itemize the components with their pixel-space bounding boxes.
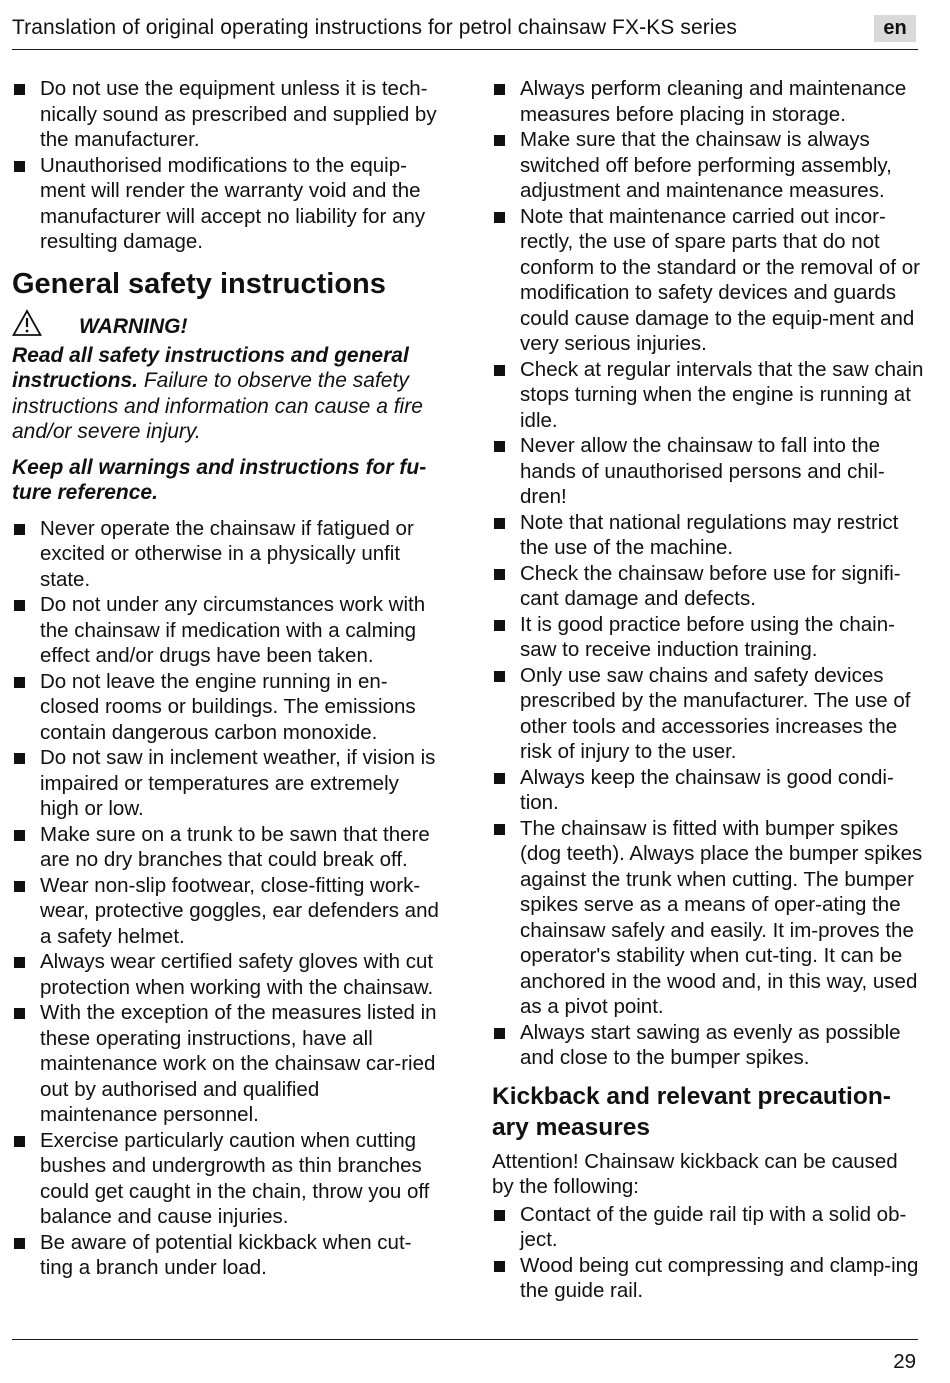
- list-item: [492, 433, 924, 510]
- list-item-text: Note that national regulations may restrict the use of the machine.: [520, 510, 899, 559]
- list-item-text: The chainsaw is fitted with bumper spikes (dog teeth). Always place the bumper spikes against the trunk when cutting. The bumper spikes serve as a means of oper-ating the chainsaw safely and easily. It im-proves the operator's stability when cut-ting. It can be anchored in the wood and, in this way, used as a pivot point.: [520, 816, 923, 1018]
- list-item-text: Wood being cut compressing and clamp-ing the guide rail.: [520, 1253, 919, 1302]
- warning-label: WARNING!: [79, 314, 188, 338]
- bullet-square-icon: [494, 518, 505, 529]
- bullet-square-icon: [14, 830, 25, 841]
- list-item-text: Always wear certified safety gloves with cut protection when working with the chainsaw.: [40, 950, 434, 999]
- list-item: [12, 76, 442, 153]
- bullet-square-icon: [494, 212, 505, 223]
- kickback-bullet-list: [492, 1202, 924, 1304]
- list-item-text: Only use saw chains and safety devices prescribed by the manufacturer. The use of other tools and accessories increases the risk of injury to the user.: [520, 663, 911, 763]
- warning-keep-bold: Keep all warnings and instructions for fu-ture reference.: [12, 455, 427, 504]
- page-header: [12, 14, 918, 50]
- bullet-square-icon: [494, 824, 505, 835]
- list-item-text: Do not under any circumstances work with the chainsaw if medication with a calming effect and/or drugs have been taken.: [40, 593, 426, 667]
- bullet-square-icon: [14, 957, 25, 968]
- intro-bullet-list: [12, 76, 442, 255]
- list-item: [12, 822, 442, 873]
- list-item: [492, 561, 924, 612]
- bullet-square-icon: [14, 600, 25, 611]
- list-item-text: Never operate the chainsaw if fatigued or excited or otherwise in a physically unfit state.: [40, 516, 414, 591]
- list-item: [492, 663, 924, 765]
- list-item-text: Wear non-slip footwear, close-fitting work-wear, protective goggles, ear defenders and a safety helmet.: [40, 873, 439, 948]
- list-item: [492, 127, 924, 204]
- list-item: [12, 1230, 442, 1281]
- language-badge: en: [874, 15, 916, 42]
- section-heading-general-safety: General safety instructions: [12, 267, 386, 300]
- list-item: [492, 1020, 924, 1071]
- list-item-text: Always keep the chainsaw is good condi-tion.: [520, 765, 894, 814]
- warning-read-rest: Failure to observe the safety instructions and information can cause a fire and/or severe injury.: [12, 369, 423, 443]
- list-item-text: Do not saw in inclement weather, if vision is impaired or temperatures are extremely high or low.: [40, 746, 436, 820]
- header-title: Translation of original operating instructions for petrol chainsaw FX-KS series: [12, 16, 737, 39]
- bullet-square-icon: [14, 753, 25, 764]
- list-item-text: With the exception of the measures listed in these operating instructions, have all maintenance work on the chainsaw car-ried out by authorised and qualified maintenance personnel.: [40, 1001, 437, 1126]
- bullet-square-icon: [494, 620, 505, 631]
- page-number: 29: [893, 1350, 916, 1373]
- list-item-text: Note that maintenance carried out incor-rectly, the use of spare parts that do not conform to the standard or the removal of or modification to safety devices and guards could cause damage to the equip-ment and very serious injuries.: [520, 204, 920, 355]
- warning-read-text: [12, 343, 442, 445]
- list-item: [12, 873, 442, 950]
- list-item-text: Unauthorised modifications to the equip-ment will render the warranty void and the manufacturer will accept no liability for any resulting damage.: [40, 153, 426, 253]
- bullet-square-icon: [494, 1210, 505, 1221]
- list-item: [12, 153, 442, 255]
- bullet-square-icon: [494, 441, 505, 452]
- list-item: [492, 1202, 924, 1253]
- safety-bullet-list: [12, 516, 442, 1281]
- list-item: [492, 612, 924, 663]
- bullet-square-icon: [494, 1028, 505, 1039]
- list-item: [12, 669, 442, 746]
- list-item: [492, 1253, 924, 1304]
- list-item: [492, 204, 924, 357]
- list-item: [12, 1000, 442, 1128]
- list-item: [492, 76, 924, 127]
- list-item-text: Make sure on a trunk to be sawn that there are no dry branches that could break off.: [40, 822, 430, 871]
- list-item: [12, 592, 442, 669]
- list-item-text: Always start sawing as evenly as possible and close to the bumper spikes.: [520, 1020, 901, 1069]
- bullet-square-icon: [494, 84, 505, 95]
- bullet-square-icon: [14, 84, 25, 95]
- list-item-text: Always perform cleaning and maintenance measures before placing in storage.: [520, 77, 907, 126]
- list-item-text: Never allow the chainsaw to fall into the hands of unauthorised persons and chil-dren!: [520, 434, 885, 508]
- bullet-square-icon: [14, 161, 25, 172]
- list-item-text: Be aware of potential kickback when cut-ting a branch under load.: [40, 1230, 412, 1279]
- bullet-square-icon: [14, 1136, 25, 1147]
- list-item: [492, 357, 924, 434]
- bullet-square-icon: [14, 1008, 25, 1019]
- list-item: [12, 949, 442, 1000]
- list-item-text: It is good practice before using the chain-saw to receive induction training.: [520, 612, 895, 661]
- list-item-text: Check the chainsaw before use for signifi-cant damage and defects.: [520, 561, 901, 610]
- list-item-text: Exercise particularly caution when cutting bushes and undergrowth as thin branches could get caught in the chain, throw you off balance and cause injuries.: [40, 1128, 430, 1228]
- list-item: [12, 516, 442, 593]
- list-item-text: Make sure that the chainsaw is always switched off before performing assembly, adjustment and maintenance measures.: [520, 128, 892, 202]
- warning-read-bold: Read all safety instructions and general instructions.: [12, 343, 409, 392]
- bullet-square-icon: [14, 524, 25, 535]
- bullet-square-icon: [14, 1238, 25, 1249]
- bullet-square-icon: [494, 135, 505, 146]
- section-heading-kickback: Kickback and relevant precaution-ary measures: [492, 1082, 891, 1141]
- list-item: [12, 1128, 442, 1230]
- maintenance-bullet-list: [492, 76, 924, 1071]
- list-item: [492, 765, 924, 816]
- list-item-text: Check at regular intervals that the saw chain stops turning when the engine is running at idle.: [520, 357, 924, 432]
- list-item: [492, 816, 924, 1020]
- bullet-square-icon: [494, 773, 505, 784]
- warning-keep-text: [12, 455, 442, 506]
- right-column: [492, 76, 924, 1304]
- kickback-intro: Attention! Chainsaw kickback can be caused by the following:: [492, 1149, 898, 1198]
- list-item-text: Do not leave the engine running in en-closed rooms or buildings. The emissions contain dangerous carbon monoxide.: [40, 669, 416, 744]
- list-item-text: Do not use the equipment unless it is tech-nically sound as prescribed and supplied by the manufacturer.: [40, 77, 437, 151]
- list-item: [12, 745, 442, 822]
- list-item-text: Contact of the guide rail tip with a solid ob-ject.: [520, 1202, 907, 1251]
- bullet-square-icon: [14, 881, 25, 892]
- bullet-square-icon: [494, 365, 505, 376]
- list-item: [492, 510, 924, 561]
- left-column: [12, 76, 442, 1281]
- bullet-square-icon: [494, 1261, 505, 1272]
- warning-row: [12, 309, 442, 343]
- bullet-square-icon: [494, 569, 505, 580]
- bullet-square-icon: [494, 671, 505, 682]
- warning-triangle-icon: [12, 309, 42, 337]
- footer-divider: [12, 1339, 918, 1340]
- bullet-square-icon: [14, 677, 25, 688]
